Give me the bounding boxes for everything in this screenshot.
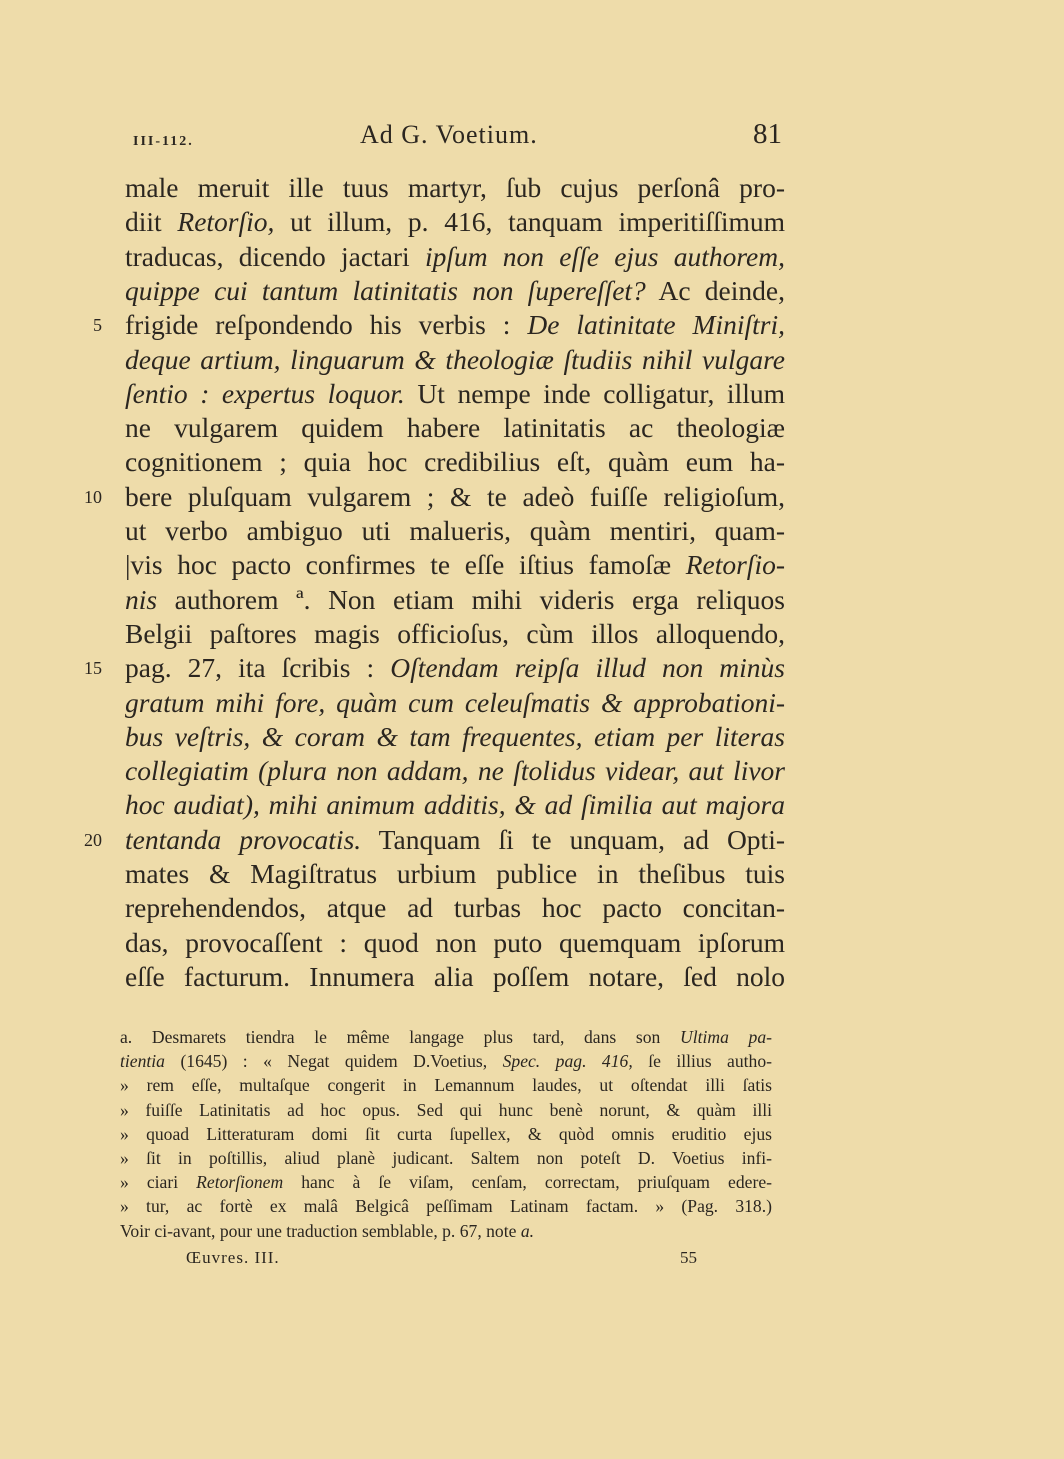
text-segment: » rem eſſe, multaſque congerit in Lemannum laudes, ut oſtendat illi ſatis [120,1075,772,1096]
text-segment: Tanquam ſi te unquam, ad Opti- [361,823,785,855]
text-segment: |vis hoc pacto confirmes te eſſe iſtius famoſæ [125,549,686,581]
text-segment: Ut nempe inde colligatur, illum [404,377,785,409]
text-segment: » fuiſſe Latinitatis ad hoc opus. Sed qui hunc benè norunt, & quàm illi [120,1099,772,1120]
italic-segment: Retorſio- [685,549,785,581]
footer-signature: 55 [680,1248,697,1267]
text-segment: (1645) : « Negat quidem D.Voetius, [164,1051,503,1072]
text-segment: Ac deinde, [645,274,785,306]
text-line [125,685,785,721]
text-segment: hanc à ſe viſam, cenſam, correctam, priuſquam edere- [283,1172,772,1193]
text-line [125,239,785,275]
text-segment: ne vulgarem quidem habere latinitatis ac theologiæ [125,412,785,444]
italic-segment: De latinitate Miniſtri, [527,309,785,341]
italic-segment: nis [125,583,158,615]
text-segment: frigide reſpondendo his verbis : [125,309,528,341]
line-number: 20 [84,829,102,850]
italic-segment: tientia [120,1051,165,1072]
running-header [0,120,1064,160]
footnote-line [120,1194,772,1218]
italic-segment: bus veſtris, & coram & tam frequentes, etiam per literas [125,720,785,752]
line-number: 5 [93,315,102,336]
text-line [125,204,785,240]
text-line [125,582,785,618]
italic-segment: Spec. pag. 416, [502,1051,633,1072]
text-segment: ut verbo ambiguo uti malueris, quàm mentiri, quam- [125,515,785,546]
text-segment: a. Desmarets tiendra le même langage plus tard, dans son [120,1027,680,1047]
text-segment: mates & Magiſtratus urbium publice in theſibus tuis [125,858,785,889]
text-line [125,273,785,309]
text-line [125,307,785,343]
text-line [125,376,785,412]
text-line [125,719,785,755]
italic-segment: tentanda provocatis. [125,823,362,855]
text-segment: ſe illius autho- [632,1051,772,1072]
footnote-line [120,1122,772,1146]
italic-segment: ſentio : expertus loquor. [125,377,405,409]
text-line [125,616,785,652]
text-line [125,856,785,892]
italic-segment: a. [520,1220,535,1241]
line-number: 15 [84,658,102,679]
text-segment: » quoad Litteraturam domi ſit curta ſupellex, & quòd omnis eruditio ejus [120,1123,772,1144]
text-line [125,479,785,515]
text-line [125,170,785,206]
footer-volume: Œuvres. III. [186,1248,280,1267]
footnote-line [120,1098,772,1122]
text-line [125,342,785,378]
text-line [125,650,785,686]
italic-segment: quippe cui tantum latinitatis non ſupereſſet? [125,274,646,306]
page-footer [0,1248,1064,1274]
text-line [125,925,785,961]
text-segment: traducas, dicendo jactari [125,240,425,272]
italic-segment: Oſtendam reipſa illud non minùs [390,652,785,684]
italic-segment: gratum mihi fore, quàm cum celeuſmatis & approbationi- [125,686,785,718]
text-segment: » ſit in poſtillis, aliud planè judicant. Saltem non poteſt D. Voetius infi- [120,1148,772,1168]
text-segment: Voir ci-avant, pour une traduction semblable, p. 67, note [120,1220,521,1241]
text-segment: pag. 27, ita ſcribis : [125,652,391,684]
italic-segment: collegiatim (plura non addam, ne ſtolidus videar, aut livor [125,755,785,787]
text-segment: Belgii paſtores magis officioſus, cùm illos alloquendo, [125,617,785,649]
page-number: 81 [753,118,782,150]
text-segment: eſſe facturum. Innumera alia poſſem notare, ſed nolo [125,960,785,992]
text-line [125,513,785,549]
text-line [125,444,785,480]
footnote-line [120,1219,772,1243]
text-line [125,959,785,995]
text-segment: cognitionem ; quia hoc credibilius eſt, quàm eum ha- [125,446,785,478]
text-line [125,890,785,926]
italic-segment: hoc audiat), mihi animum additis, & ad ſimilia aut majora [125,789,785,821]
footnote-line [120,1073,772,1097]
italic-segment: deque artium, linguarum & theologiæ ſtudiis nihil vulgare [125,343,785,375]
italic-segment: Retorſio, [177,206,275,238]
text-line [125,410,785,446]
text-segment: bere pluſquam vulgarem ; & te adeò fuiſſe religioſum, [125,480,785,512]
text-line [125,547,785,583]
text-line [125,822,785,858]
text-segment: das, provocaſſent : quod non puto quemquam ipſorum [125,926,785,958]
text-segment: male meruit ille tuus martyr, ſub cujus perſonâ pro- [125,172,785,203]
text-segment: reprehendendos, atque ad turbas hoc pacto concitan- [125,892,785,924]
footnote-line [120,1146,772,1170]
italic-segment: ipſum non eſſe ejus authorem, [424,240,785,272]
header-title: Ad G. Voetium. [360,120,538,149]
header-page-range: III-112. [133,134,194,149]
line-number: 10 [84,486,102,507]
footnote-line [120,1025,772,1049]
italic-segment: Retorſionem [196,1172,284,1193]
italic-segment: Ultima pa- [680,1027,772,1047]
text-segment: » tur, ac fortè ex malâ Belgicâ peſſimam Latinam factam. » (Pag. 318.) [120,1196,772,1217]
footnote-line [120,1049,772,1073]
text-segment: authorem ª. Non etiam mihi videris erga reliquos [157,583,785,615]
text-segment: » ciari [120,1172,197,1193]
footnote-line [120,1170,772,1194]
text-segment: diit [125,206,178,238]
text-segment: ut illum, p. 416, tanquam imperitiſſimum [274,206,785,238]
text-line [125,787,785,823]
text-line [125,753,785,789]
